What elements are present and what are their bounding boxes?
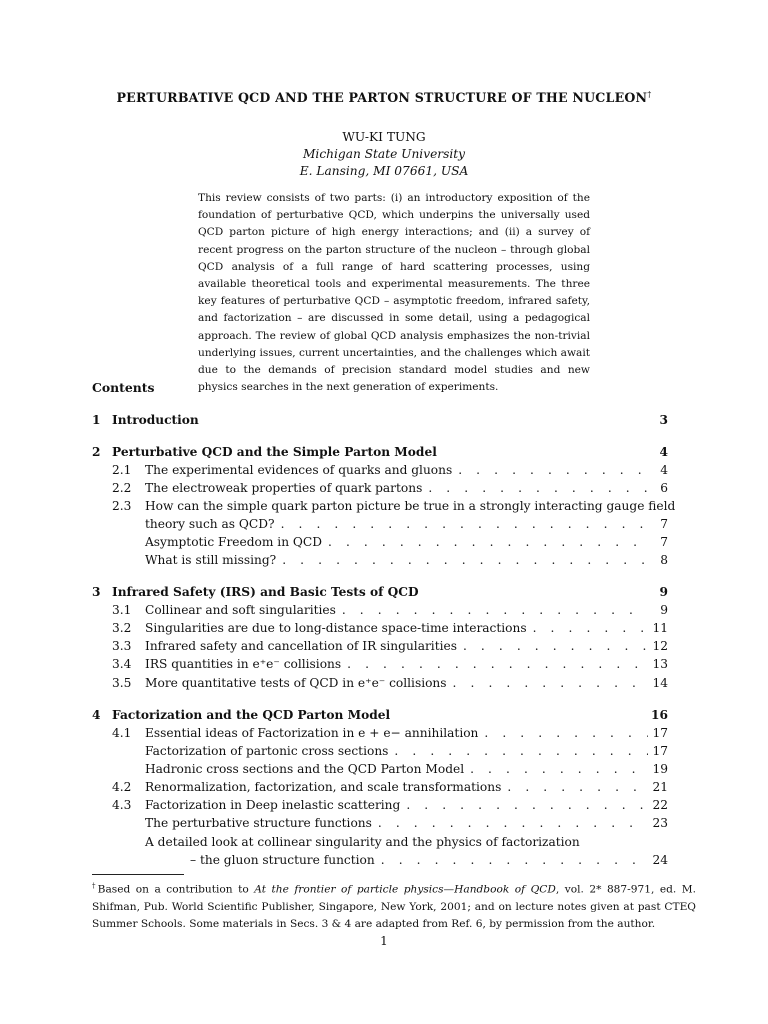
toc-entry-label: Factorization and the QCD Parton Model <box>112 708 391 722</box>
toc-entry-label: Essential ideas of Factorization in e + e− annihilation <box>145 726 479 740</box>
toc-entry-label: Infrared Safety (IRS) and Basic Tests of QCD <box>112 585 419 599</box>
author-affiliation: Michigan State University <box>302 147 466 161</box>
toc-subsection-entry[interactable] <box>92 551 668 569</box>
toc-entry-label: How can the simple quark parton picture be true in a strongly interacting gauge field <box>145 499 676 513</box>
toc-leader-dots <box>394 742 648 760</box>
toc-entry-label: Hadronic cross sections and the QCD Parton Model <box>145 762 465 776</box>
abstract <box>198 190 590 396</box>
toc-entry-label: Collinear and soft singularities <box>145 603 336 617</box>
toc-leader-dots <box>347 655 648 673</box>
title-footnote-mark: † <box>647 90 652 99</box>
toc-entry-label: Asymptotic Freedom in QCD <box>145 535 323 549</box>
toc-entry-page: 11 <box>652 621 668 635</box>
contents-heading: Contents <box>92 380 155 395</box>
toc-leader-dots <box>463 637 648 655</box>
toc-leader-dots <box>428 479 648 497</box>
author-name: WU-KI TUNG <box>342 130 426 144</box>
toc-entry-label: Introduction <box>112 413 199 427</box>
toc-leader-dots <box>342 601 648 619</box>
toc-subsection-entry[interactable] <box>92 619 668 637</box>
toc-entry-page: 19 <box>652 762 668 776</box>
toc-subsection-entry[interactable] <box>92 833 668 851</box>
toc-leader-dots <box>533 619 648 637</box>
toc-subsection-entry[interactable] <box>92 814 668 832</box>
toc-entry-label: The perturbative structure functions <box>145 816 372 830</box>
toc-entry-number: 4.2 <box>112 780 132 794</box>
toc-leader-dots <box>378 814 648 832</box>
toc-subsection-entry[interactable] <box>92 601 668 619</box>
toc-entry-page: 17 <box>652 744 668 758</box>
toc-entry-page: 9 <box>660 603 668 617</box>
toc-entry-page: 16 <box>651 708 668 722</box>
toc-subsection-entry[interactable] <box>92 461 668 479</box>
footnote <box>92 878 696 933</box>
toc-entry-label: A detailed look at collinear singularity and the physics of factorization <box>145 835 580 849</box>
toc-entry-label: Infrared safety and cancellation of IR singularities <box>145 639 457 653</box>
toc-entry-label: Factorization in Deep inelastic scattering <box>145 798 401 812</box>
author-block <box>0 129 768 180</box>
paper-title <box>0 90 768 105</box>
footnote-text-1: Based on a contribution to <box>97 883 255 896</box>
toc-entry-number: 3.3 <box>112 639 132 653</box>
toc-subsection-entry[interactable] <box>92 851 668 869</box>
toc-entry-page: 4 <box>660 463 668 477</box>
toc-leader-dots <box>406 796 648 814</box>
toc-entry-page: 14 <box>652 676 668 690</box>
toc-entry-label: More quantitative tests of QCD in e⁺e⁻ collisions <box>145 676 447 690</box>
toc-entry-label: – the gluon structure function <box>190 853 375 867</box>
toc-entry-number: 1 <box>92 413 101 427</box>
toc-subsection-entry[interactable] <box>92 655 668 673</box>
toc-leader-dots <box>484 724 648 742</box>
toc-leader-dots <box>458 461 648 479</box>
toc-section-entry[interactable] <box>92 706 668 724</box>
toc-entry-page: 4 <box>659 445 668 459</box>
toc-entry-page: 13 <box>652 657 668 671</box>
toc-entry-page: 12 <box>652 639 668 653</box>
toc-leader-dots <box>328 533 648 551</box>
toc-leader-dots <box>507 778 648 796</box>
toc-entry-page: 22 <box>652 798 668 812</box>
toc-entry-number: 2.2 <box>112 481 132 495</box>
toc-entry-number: 3.1 <box>112 603 132 617</box>
toc-entry-page: 3 <box>659 413 668 427</box>
toc-entry-page: 7 <box>660 517 668 531</box>
toc-subsection-entry[interactable] <box>92 515 668 533</box>
toc-subsection-entry[interactable] <box>92 674 668 692</box>
toc-entry-page: 6 <box>660 481 668 495</box>
toc-section-entry[interactable] <box>92 411 668 429</box>
abstract-text: This review consists of two parts: (i) an introductory exposition of the foundation of perturbative QCD, which underpins the universally used QCD parton picture of high energy interactions; and (ii) a survey of recent progress on the parton structure of the nucleon – through global QCD analysis of a full range of hard scattering processes, using available theoretical tools and experimental measurements. The three key features of perturbative QCD – asymptotic freedom, infrared safety, and factorization – are discussed in some detail, using a pedagogical approach. The review of global QCD analysis emphasizes the non-trivial underlying issues, current uncertainties, and the challenges which await due to the demands of precision standard model studies and new physics searches in the next generation of experiments. <box>198 192 590 394</box>
toc-entry-page: 21 <box>652 780 668 794</box>
toc-entry-number: 4 <box>92 708 101 722</box>
toc-entry-number: 3.5 <box>112 676 132 690</box>
toc-leader-dots <box>470 760 648 778</box>
toc-subsection-entry[interactable] <box>92 637 668 655</box>
toc-entry-number: 3 <box>92 585 101 599</box>
toc-entry-page: 8 <box>660 553 668 567</box>
toc-entry-label: Singularities are due to long-distance space-time interactions <box>145 621 527 635</box>
toc-entry-page: 9 <box>659 585 668 599</box>
toc-subsection-entry[interactable] <box>92 742 668 760</box>
toc-leader-dots <box>281 515 648 533</box>
toc-entry-label: What is still missing? <box>145 553 277 567</box>
toc-subsection-entry[interactable] <box>92 724 668 742</box>
toc-subsection-entry[interactable] <box>92 497 676 515</box>
toc-leader-dots <box>381 851 648 869</box>
toc-entry-number: 2.3 <box>112 499 132 513</box>
toc-entry-number: 3.4 <box>112 657 132 671</box>
toc-subsection-entry[interactable] <box>92 796 668 814</box>
toc-entry-page: 24 <box>652 853 668 867</box>
footnote-mark: † <box>92 882 98 890</box>
author-address: E. Lansing, MI 07661, USA <box>299 164 469 178</box>
toc-leader-dots <box>282 551 648 569</box>
toc-subsection-entry[interactable] <box>92 760 668 778</box>
toc-subsection-entry[interactable] <box>92 778 668 796</box>
toc-entry-label: Factorization of partonic cross sections <box>145 744 389 758</box>
toc-entry-label: The experimental evidences of quarks and gluons <box>145 463 453 477</box>
toc-subsection-entry[interactable] <box>92 479 668 497</box>
toc-section-entry[interactable] <box>92 443 668 461</box>
toc-entry-page: 17 <box>652 726 668 740</box>
footnote-text-2: , vol. 2* 887-971, ed. M. Shifman, Pub. World Scientific Publisher, Singapore, New York, 2001; and on lecture notes given at past CTEQ Summer Schools. Some materials in Secs. 3 & 4 are adapted from Ref. 6, by permission from the author. <box>92 883 696 930</box>
toc-entry-label: Renormalization, factorization, and scale transformations <box>145 780 502 794</box>
toc-entry-page: 23 <box>652 816 668 830</box>
toc-entry-number: 2.1 <box>112 463 132 477</box>
toc-entry-number: 2 <box>92 445 101 459</box>
toc-entry-label: IRS quantities in e⁺e⁻ collisions <box>145 657 342 671</box>
toc-entry-number: 4.3 <box>112 798 132 812</box>
toc-leader-dots <box>453 674 648 692</box>
toc-entry-page: 7 <box>660 535 668 549</box>
toc-entry-label: The electroweak properties of quark partons <box>145 481 423 495</box>
toc-entry-label: theory such as QCD? <box>145 517 275 531</box>
footnote-rule <box>92 874 184 875</box>
title-text: PERTURBATIVE QCD AND THE PARTON STRUCTURE OF THE NUCLEON <box>116 90 648 106</box>
footnote-book-title: At the frontier of particle physics—Handbook of QCD <box>254 883 556 896</box>
toc-subsection-entry[interactable] <box>92 533 668 551</box>
toc-entry-number: 4.1 <box>112 726 132 740</box>
toc-entry-number: 3.2 <box>112 621 132 635</box>
toc-section-entry[interactable] <box>92 583 668 601</box>
page-number: 1 <box>380 934 388 948</box>
toc-entry-label: Perturbative QCD and the Simple Parton Model <box>112 445 437 459</box>
